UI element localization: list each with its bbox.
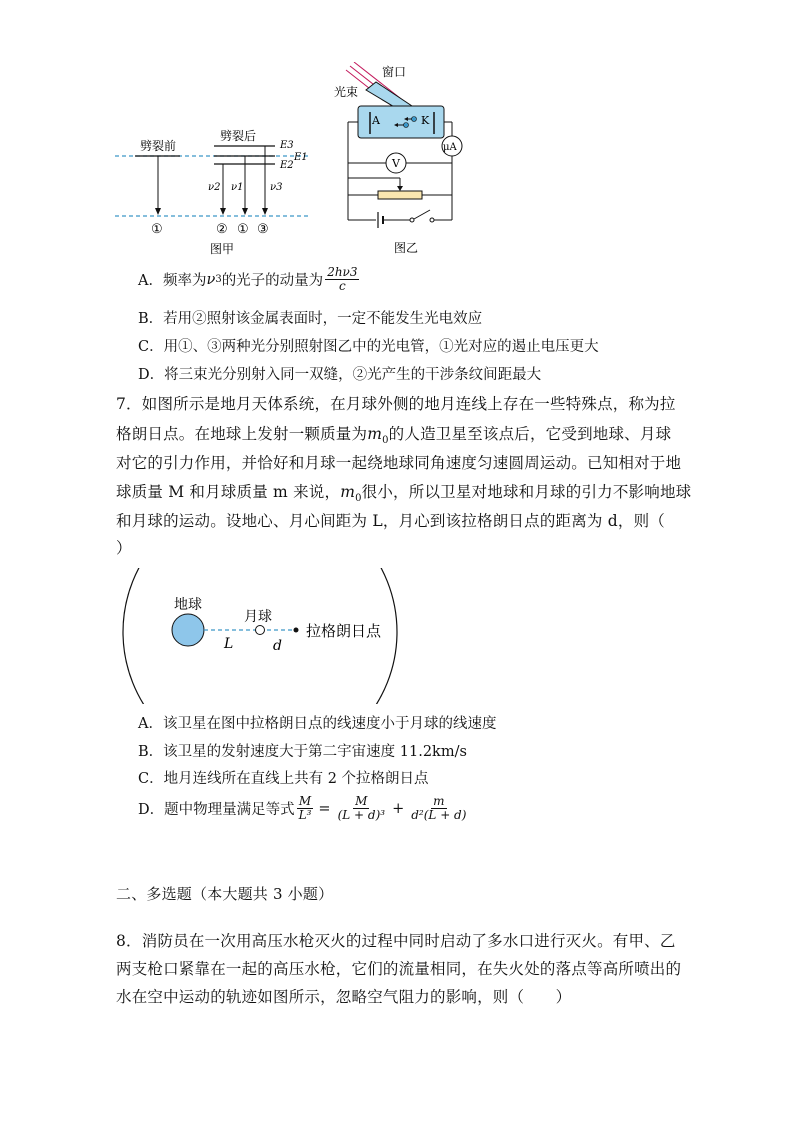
q7-option-b: B．该卫星的发射速度大于第二宇宙速度 11.2km/s xyxy=(138,744,467,760)
fraction-2: $\frac{M}{\text{(L + d)³}}$ xyxy=(337,794,386,822)
q7-line-4: 球质量 M 和月球质量 m 来说，$m_0$很小，所以卫星对地球和月球的引力不影响地球 xyxy=(116,483,692,505)
q7-line-3: 对它的引力作用，并恰好和月球一起绕地球同角速度匀速圆周运动。已知相对于地 xyxy=(116,454,682,472)
label-beam: 光束 xyxy=(334,85,359,99)
q8-line-2: 两支枪口紧靠在一起的高压水枪，它们的流量相同，在失火处的落点等高所喷出的 xyxy=(116,960,682,978)
figure-earth-moon xyxy=(118,568,418,704)
label-e3: E3 xyxy=(280,140,294,151)
label-moon: 月球 xyxy=(244,609,272,625)
figure-jia xyxy=(110,120,320,260)
q6-option-b: B．若用②照射该金属表面时，一定不能发生光电效应 xyxy=(138,311,483,327)
fraction-1: $\frac{M}{\text{L³}}$ xyxy=(298,794,312,822)
label-k: K xyxy=(421,114,430,127)
label-d: d xyxy=(273,638,282,654)
label-e1: E1 xyxy=(294,152,308,163)
circle-1-left: ① xyxy=(151,222,163,237)
label-nu2: ν2 xyxy=(208,182,221,193)
label-before: 劈裂前 xyxy=(140,139,177,153)
label-nu1: ν1 xyxy=(231,182,244,193)
label-earth: 地球 xyxy=(174,597,202,613)
label-nu3: ν3 xyxy=(270,182,283,193)
section-heading-multi-choice: 二、多选题（本大题共 3 小题） xyxy=(116,885,334,903)
q6-option-d: D．将三束光分别射入同一双缝，②光产生的干涉条纹间距最大 xyxy=(138,367,542,383)
circle-1: ① xyxy=(237,222,249,237)
q7-line-1: 7．如图所示是地月天体系统，在月球外侧的地月连线上存在一些特殊点，称为拉 xyxy=(116,395,676,413)
q7-option-d: D．题中物理量满足等式 $\frac{M}{\text{L³}}$ = $\frac{M}{\text{(L + d)³}}$ + $\frac{m}{\text{d²(L + d)}}$ xyxy=(138,794,467,822)
q7-line-5: 和月球的运动。设地心、月心间距为 L，月心到该拉格朗日点的距离为 d，则（ xyxy=(116,512,665,530)
q6-option-c: C．用①、③两种光分别照射图乙中的光电管，①光对应的遏止电压更大 xyxy=(138,339,599,355)
q7-option-a: A．该卫星在图中拉格朗日点的线速度小于月球的线速度 xyxy=(138,716,497,732)
circle-3: ③ xyxy=(257,222,269,237)
moon xyxy=(256,626,265,635)
label-after: 劈裂后 xyxy=(220,129,257,143)
q7-line-2: 格朗日点。在地球上发射一颗质量为$m_0$的人造卫星至该点后，它受到地球、月球 xyxy=(116,425,672,447)
label-window: 窗口 xyxy=(382,65,407,79)
caption-yi: 图乙 xyxy=(394,241,419,255)
label-ua: μA xyxy=(443,142,457,153)
earth xyxy=(172,614,204,646)
photo-tube xyxy=(358,106,444,138)
q8-line-3: 水在空中运动的轨迹如图所示，忽略空气阻力的影响，则（ ） xyxy=(116,988,572,1006)
circle-2: ② xyxy=(216,222,228,237)
rheostat xyxy=(378,191,422,199)
fraction-3: $\frac{m}{\text{d²(L + d)}}$ xyxy=(411,794,467,822)
label-L: L xyxy=(224,636,234,652)
lagrange-point xyxy=(294,628,299,633)
label-a: A xyxy=(372,114,380,127)
label-v: V xyxy=(392,157,400,170)
momentum-fraction: $\frac{2h\nu 3}{c}$ xyxy=(327,265,358,293)
label-lagrange: 拉格朗日点 xyxy=(306,622,382,640)
q7-option-c: C．地月连线所在直线上共有 2 个拉格朗日点 xyxy=(138,771,429,787)
q6-option-a: A．频率为 ν 3 的光子的动量为 $\frac{2h\nu 3}{c}$ xyxy=(138,265,358,293)
q8-line-1: 8．消防员在一次用高压水枪灭火的过程中同时启动了多水口进行灭火。有甲、乙 xyxy=(116,932,676,950)
caption-jia: 图甲 xyxy=(210,242,235,256)
figure-yi xyxy=(328,62,468,262)
label-e2: E2 xyxy=(280,160,294,171)
switch xyxy=(414,210,430,219)
q7-line-6: ） xyxy=(116,539,132,557)
